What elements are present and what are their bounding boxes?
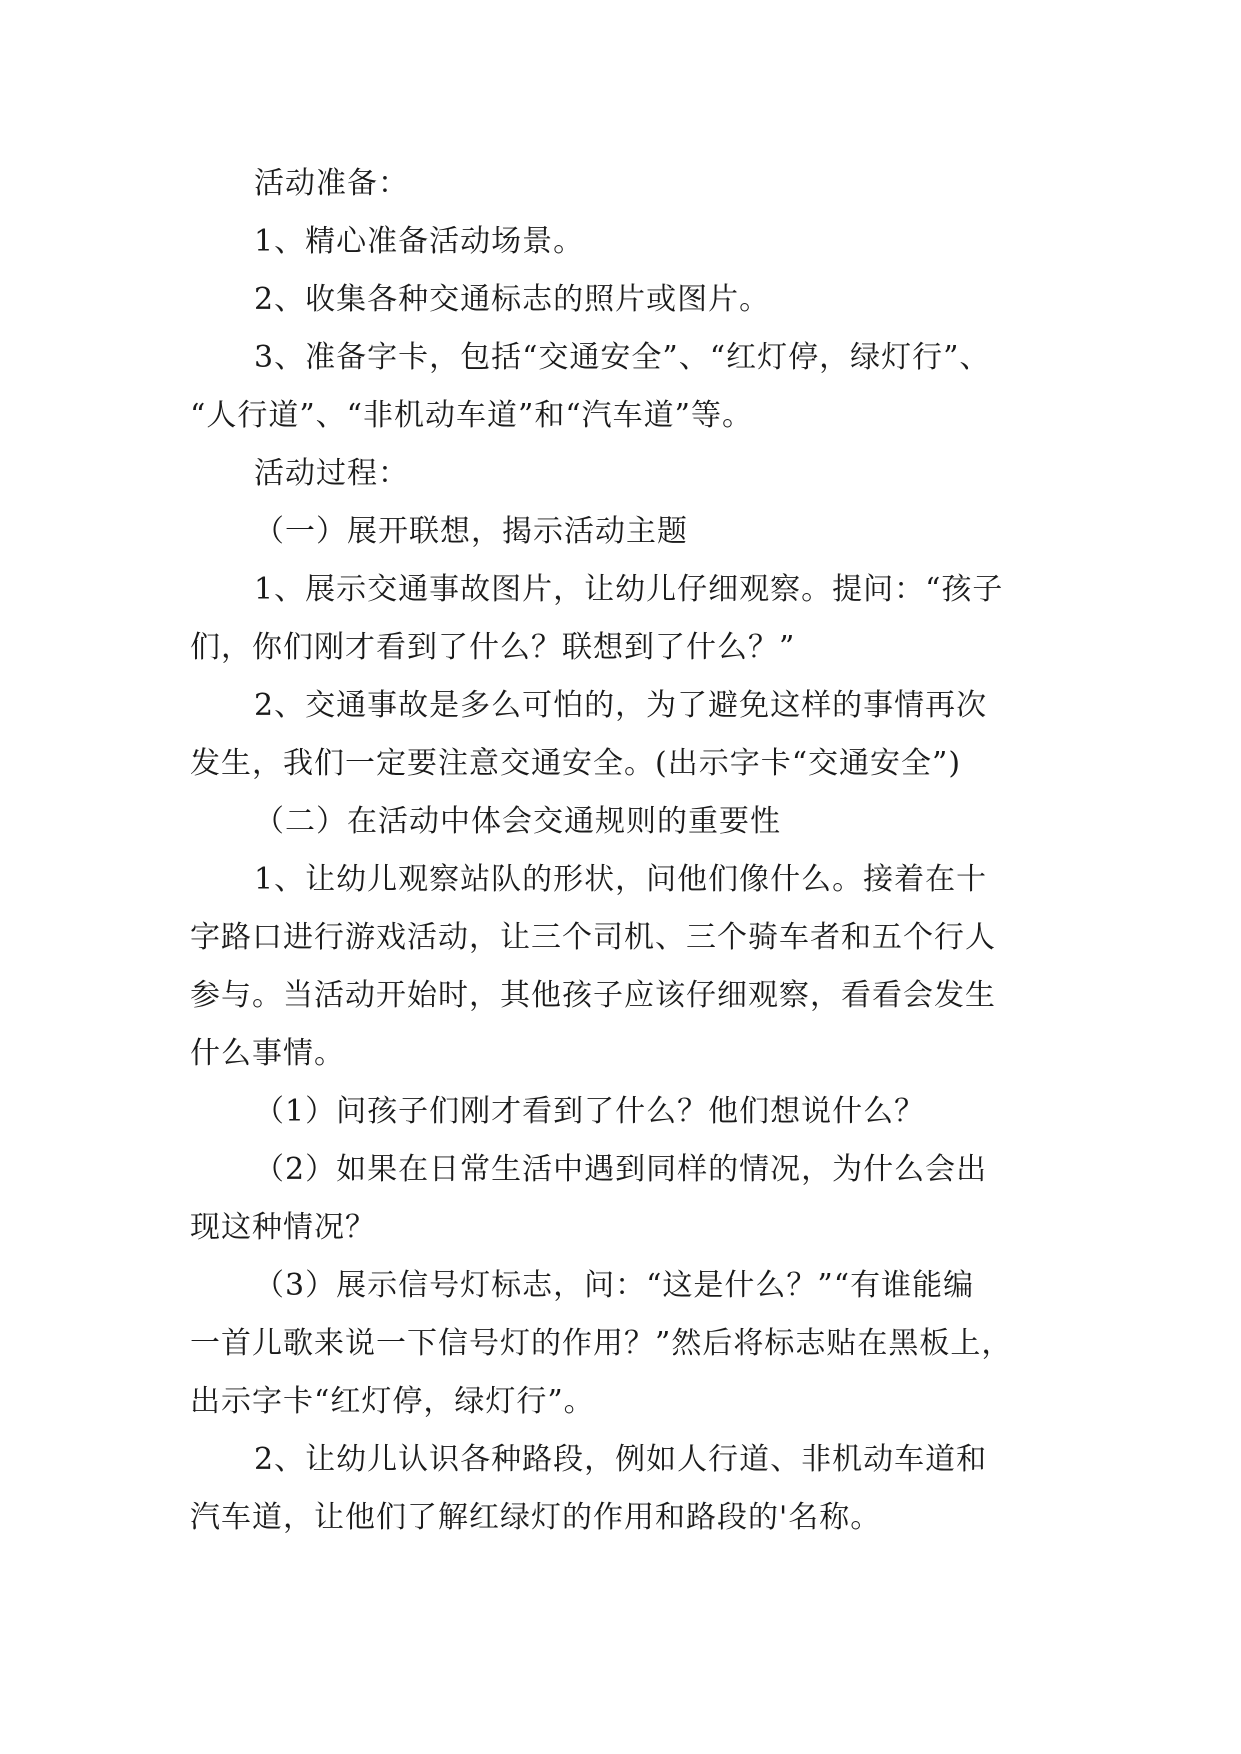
- paragraph-line: 1、展示交通事故图片，让幼儿仔细观察。提问：“孩子: [254, 572, 1004, 607]
- paragraph-line: 2、收集各种交通标志的照片或图片。: [254, 282, 771, 317]
- heading-activity-process: 活动过程：: [254, 456, 409, 491]
- paragraph-line: 参与。当活动开始时，其他孩子应该仔细观察，看看会发生: [190, 978, 996, 1013]
- paragraph-line: 1、让幼儿观察站队的形状，问他们像什么。接着在十: [254, 862, 988, 897]
- heading-activity-preparation: 活动准备：: [254, 166, 409, 201]
- section-heading-two: （二）在活动中体会交通规则的重要性: [254, 804, 781, 839]
- paragraph-line: 发生，我们一定要注意交通安全。(出示字卡“交通安全”): [190, 746, 962, 781]
- list-item: （1）问孩子们刚才看到了什么？他们想说什么？: [254, 1094, 926, 1129]
- section-heading-one: （一）展开联想，揭示活动主题: [254, 514, 688, 549]
- list-item: （2）如果在日常生活中遇到同样的情况，为什么会出: [254, 1152, 988, 1187]
- paragraph-line: 现这种情况？: [190, 1210, 376, 1245]
- paragraph-line: 出示字卡“红灯停，绿灯行”。: [190, 1384, 595, 1419]
- paragraph-line: 汽车道，让他们了解红绿灯的作用和路段的'名称。: [190, 1500, 882, 1535]
- list-item: （3）展示信号灯标志，问：“这是什么？”“有谁能编: [254, 1268, 975, 1303]
- paragraph-line: 一首儿歌来说一下信号灯的作用？”然后将标志贴在黑板上，: [190, 1326, 1013, 1361]
- paragraph-line: “人行道”、“非机动车道”和“汽车道”等。: [190, 398, 754, 433]
- paragraph-line: 字路口进行游戏活动，让三个司机、三个骑车者和五个行人: [190, 920, 996, 955]
- paragraph-line: 2、让幼儿认识各种路段，例如人行道、非机动车道和: [254, 1442, 988, 1477]
- paragraph-line: 1、精心准备活动场景。: [254, 224, 585, 259]
- paragraph-line: 什么事情。: [190, 1036, 345, 1071]
- paragraph-line: 2、交通事故是多么可怕的，为了避免这样的事情再次: [254, 688, 988, 723]
- paragraph-line: 们，你们刚才看到了什么？联想到了什么？”: [190, 630, 796, 665]
- paragraph-line: 3、准备字卡，包括“交通安全”、“红灯停，绿灯行”、: [254, 340, 991, 375]
